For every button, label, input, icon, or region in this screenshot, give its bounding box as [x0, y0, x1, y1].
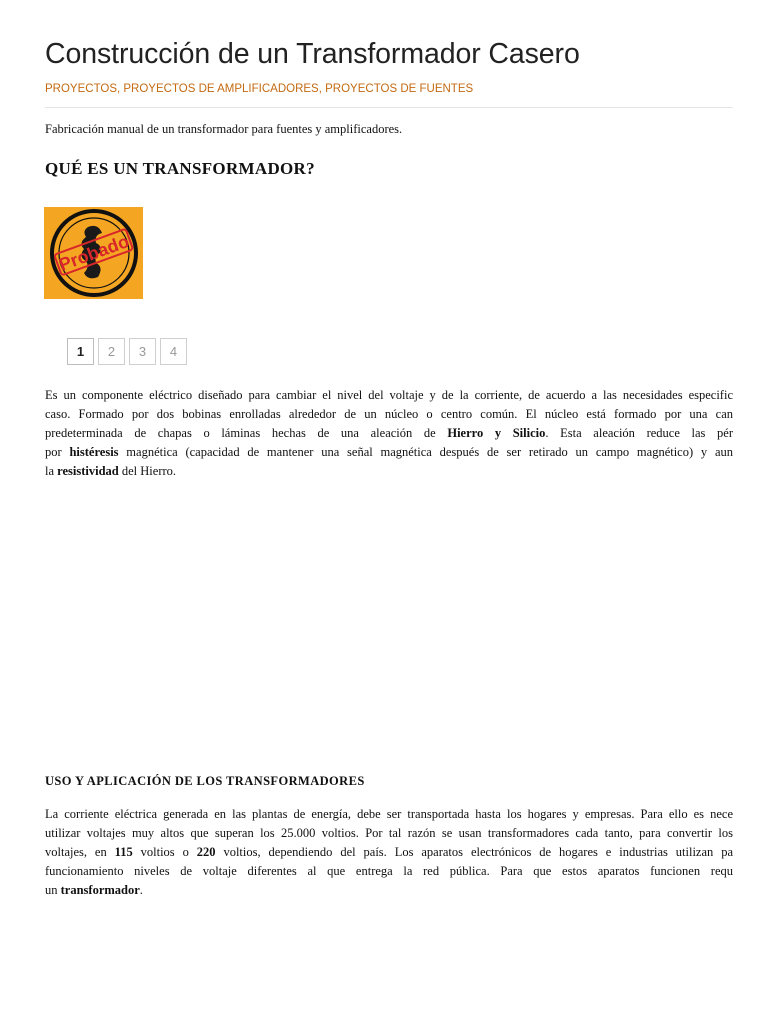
header-divider — [45, 107, 733, 108]
term-115: 115 — [114, 845, 133, 859]
paragraph-line: utilizar voltajes muy altos que superan los 25.000 voltios. Por tal razón se usan transformadores cada tanto, para convertir los — [45, 826, 733, 840]
paragraph-line: La corriente eléctrica generada en las plantas de energía, debe ser transportada hasta los hogares y empresas. Para ello es nece — [45, 807, 733, 821]
category-link-amplificadores[interactable]: PROYECTOS DE AMPLIFICADORES — [123, 83, 319, 95]
page-button-2[interactable]: 2 — [98, 338, 125, 365]
paragraph-line: por histéresis magnética (capacidad de mantener una señal magnética después de ser retirado un campo magnético) y aun — [45, 445, 733, 459]
paragraph-line: Es un componente eléctrico diseñado para cambiar el nivel del voltaje y de la corriente, de acuerdo a las necesidades especific — [45, 388, 733, 402]
page-button-3[interactable]: 3 — [129, 338, 156, 365]
article-intro: Fabricación manual de un transformador para fuentes y amplificadores. — [45, 122, 403, 136]
page-button-1[interactable]: 1 — [67, 338, 94, 365]
term-hierro-silicio: Hierro y Silicio — [447, 426, 546, 440]
paragraph-uso — [45, 805, 733, 900]
term-histeresis: histéresis — [69, 445, 119, 459]
category-separator: , — [117, 83, 124, 95]
page-button-4[interactable]: 4 — [160, 338, 187, 365]
paragraph-definition — [45, 386, 733, 481]
paragraph-line: funcionamiento niveles de voltaje diferentes al que entrega la red pública. Para que estos aparatos funcionen requ — [45, 864, 733, 878]
probado-seal-icon — [44, 207, 143, 299]
term-transformador: transformador — [60, 883, 140, 897]
paragraph-line: predeterminada de chapas o láminas hechas de una aleación de Hierro y Silicio. Esta aleación reduce las pér — [45, 426, 733, 440]
section-heading-uso: USO Y APLICACIÓN DE LOS TRANSFORMADORES — [45, 774, 365, 788]
category-links — [45, 83, 473, 95]
term-220: 220 — [196, 845, 216, 859]
category-separator: , — [318, 83, 326, 95]
probado-badge-image — [44, 207, 143, 299]
category-link-fuentes[interactable]: PROYECTOS DE FUENTES — [325, 83, 474, 95]
pagination — [67, 338, 187, 365]
section-heading-que-es: QUÉ ES UN TRANSFORMADOR? — [45, 159, 315, 178]
paragraph-line: caso. Formado por dos bobinas enrolladas alrededor de un núcleo o centro común. El núcleo está formado por una can — [45, 407, 733, 421]
category-link-proyectos[interactable]: PROYECTOS — [45, 83, 117, 95]
term-resistividad: resistividad — [57, 464, 119, 478]
paragraph-line: un transformador. — [45, 883, 143, 897]
page-title: Construcción de un Transformador Casero — [45, 38, 580, 70]
paragraph-line: la resistividad del Hierro. — [45, 464, 177, 478]
badge-label: Probado — [56, 231, 132, 275]
paragraph-line: voltajes, en 115 voltios o 220 voltios, dependiendo del país. Los aparatos electrónicos de hogares e industrias utilizan pa — [45, 845, 733, 859]
